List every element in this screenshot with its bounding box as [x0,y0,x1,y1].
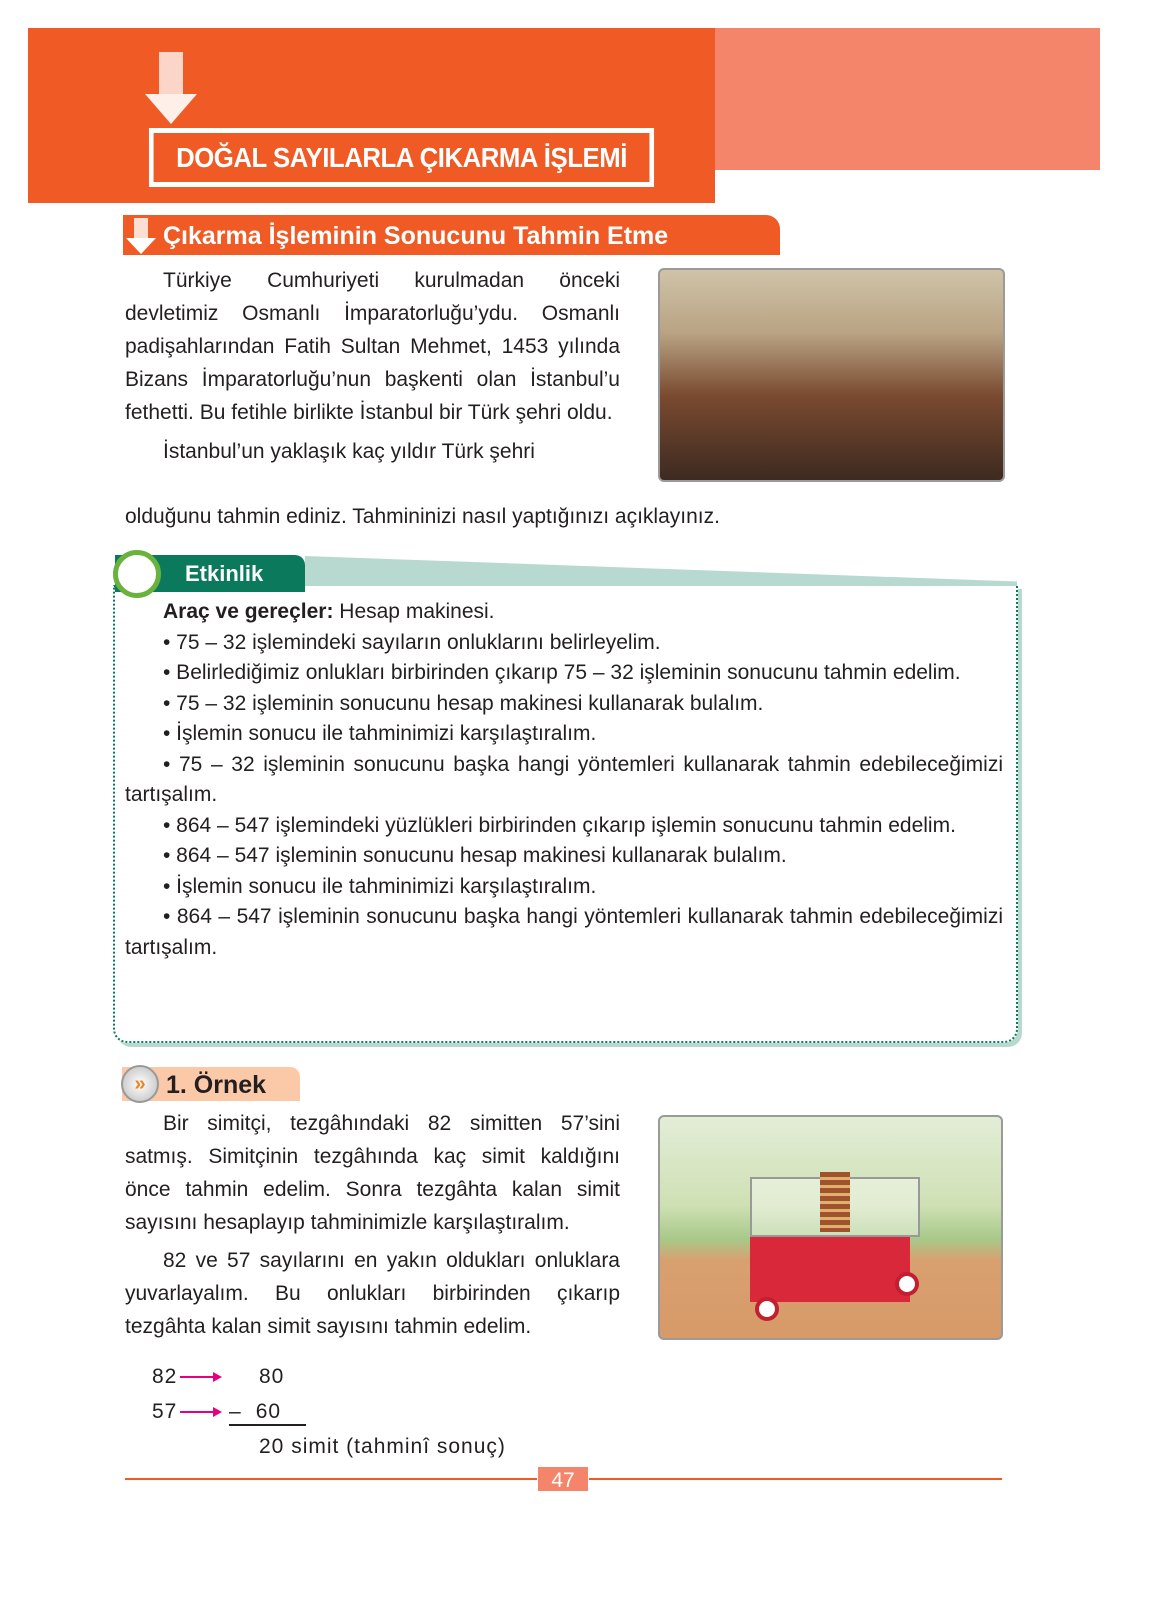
recycle-icon [113,550,161,598]
calc-row [152,1365,285,1389]
intro-text [125,264,620,468]
down-arrow-icon [126,218,156,254]
example-text [125,1107,620,1343]
arrow-icon [180,1411,220,1413]
list-item: • İşlemin sonucu ile tahminimizi karşılaştıralım. [163,874,597,898]
intro-question: İstanbul’un yaklaşık kaç yıldır Türk şehri [163,440,535,463]
activity-tab: Etkinlik [115,555,305,592]
activity-text [125,597,1003,963]
original-number: 82 [152,1365,178,1388]
list-item: • Belirlediğimiz onlukları birbirinden çıkarıp 75 – 32 işleminin sonucunu tahmin edelim. [163,661,961,684]
list-item: • 75 – 32 işleminin sonucunu hesap makinesi kullanarak bulalım. [163,691,764,715]
calc-row [152,1400,282,1424]
tools-value: Hesap makinesi. [333,600,495,623]
list-item: • 75 – 32 işlemindeki sayıların onluklarını belirleyelim. [163,630,661,654]
calc-result: 20 simit (tahminî sonuç) [259,1435,506,1458]
example-paragraph: 82 ve 57 sayılarını en yakın oldukları onluklara yuvarlayalım. Bu onlukları birbirinden çıkarıp tezgâhta kalan simit sayısını tahmin edelim. [125,1249,620,1338]
rounded-number: 60 [255,1400,282,1423]
intro-paragraph: Türkiye Cumhuriyeti kurulmadan önceki devletimiz Osmanlı İmparatorluğu’ydu. Osmanlı padişahlarından Fatih Sultan Mehmet, 1453 yılında Bizans İmparatorluğu’nun başkenti olan İstanbul’u fethetti. Bu fetihle birlikte İstanbul bir Türk şehri oldu. [125,269,620,424]
list-item: • 864 – 547 işlemindeki yüzlükleri birbirinden çıkarıp işlemin sonucunu tahmin edelim. [163,813,956,837]
activity-strip [305,556,1017,586]
section-title: Çıkarma İşleminin Sonucunu Tahmin Etme [123,215,780,255]
tools-label: Araç ve gereçler: [163,600,334,623]
list-item: • 864 – 547 işleminin sonucunu başka hangi yöntemleri kullanarak tahmin edebileceğimizi tartışalım. [125,905,1003,959]
list-item: • İşlemin sonucu ile tahminimizi karşılaştıralım. [163,722,597,745]
list-item: • 864 – 547 işleminin sonucunu hesap makinesi kullanarak bulalım. [163,844,787,867]
rounded-number: 80 [259,1365,285,1388]
original-number: 57 [152,1400,178,1423]
header-accent [715,28,1100,170]
intro-question-cont: olduğunu tahmin ediniz. Tahmininizi nasıl yaptığınızı açıklayınız. [125,505,720,528]
simit-cart-illustration [658,1115,1003,1340]
page-number: 47 [537,1466,589,1492]
list-item: • 75 – 32 işleminin sonucunu başka hangi yöntemleri kullanarak tahmin edebileceğimizi tartışalım. [125,752,1003,806]
conquest-painting [658,268,1005,482]
arrow-icon [180,1376,220,1378]
page-title: DOĞAL SAYILARLA ÇIKARMA İŞLEMİ [149,128,654,187]
minus-sign: – [229,1400,242,1423]
example-paragraph: Bir simitçi, tezgâhındaki 82 simitten 57’sini satmış. Simitçinin tezgâhında kaç simit kaldığını önce tahmin edelim. Sonra tezgâhta kalan simit sayısını hesaplayıp tahminimizle karşılaştıralım. [125,1112,620,1234]
down-arrow-icon [145,52,197,124]
example-tab: 1. Örnek [122,1067,300,1101]
double-chevron-icon: » [121,1065,159,1103]
